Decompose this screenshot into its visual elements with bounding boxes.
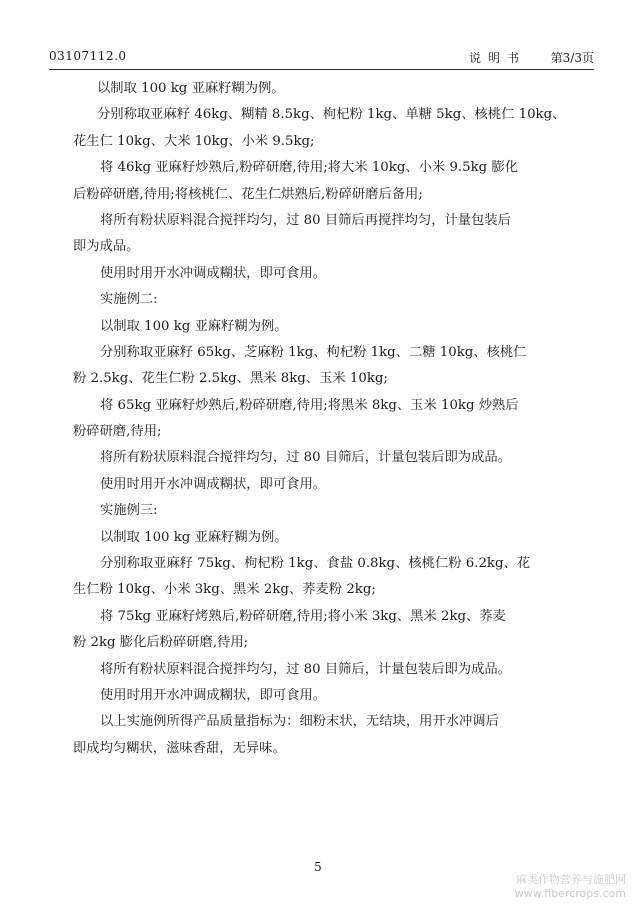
text-line: 将所有粉状原料混合搅拌均匀，过 80 目筛后再搅拌均匀，计量包装后: [100, 212, 511, 228]
text-line: 以上实施例所得产品质量指标为：细粉末状，无结块，用开水冲调后: [100, 714, 499, 730]
text-line: 花生仁 10kg、大米 10kg、小米 9.5kg;: [73, 133, 315, 149]
text-line: 实施例三:: [100, 503, 158, 519]
text-line: 将所有粉状原料混合搅拌均匀，过 80 目筛后，计量包装后即为成品。: [100, 450, 511, 466]
text-line: 实施例二:: [100, 292, 158, 308]
watermark-url: www.fibercrops.com: [514, 887, 626, 900]
watermark: [515, 873, 626, 901]
text-line: 分别称取亚麻籽 46kg、糊精 8.5kg、枸杞粉 1kg、单糖 5kg、核桃仁 10kg、: [97, 107, 566, 123]
page-info: 第3/3页: [550, 51, 594, 65]
text-line: 使用时用开水冲调成糊状，即可食用。: [100, 687, 327, 703]
text-line: 即成均匀糊状，滋味香甜，无异味。: [73, 740, 286, 756]
text-line: 将 65kg 亚麻籽炒熟后,粉碎研磨,待用;将黑米 8kg、玉米 10kg 炒熟后: [100, 397, 519, 413]
header-divider: [49, 69, 594, 70]
page-number: 5: [314, 860, 322, 874]
watermark-title: 麻类作物营养与施肥网: [516, 873, 626, 886]
page-header: [49, 47, 594, 67]
text-line: 将所有粉状原料混合搅拌均匀，过 80 目筛后，计量包装后即为成品。: [100, 661, 511, 677]
text-line: 分别称取亚麻籽 75kg、枸杞粉 1kg、食盐 0.8kg、核桃仁粉 6.2kg、花: [100, 556, 531, 572]
text-line: 将 75kg 亚麻籽烤熟后,粉碎研磨,待用;将小米 3kg、黑米 2kg、荞麦: [100, 608, 506, 624]
text-line: 后粉碎研磨,待用;将核桃仁、花生仁烘熟后,粉碎研磨后备用;: [73, 186, 423, 202]
text-line: 粉碎研磨,待用;: [73, 424, 162, 440]
text-line: 粉 2kg 膨化后粉碎研磨,待用;: [73, 635, 249, 651]
text-line: 将 46kg 亚麻籽炒熟后,粉碎研磨,待用;将大米 10kg、小米 9.5kg 膨化: [100, 160, 518, 176]
text-line: 使用时用开水冲调成糊状，即可食用。: [100, 265, 327, 281]
document-type: 说明书: [468, 51, 526, 65]
text-line: 以制取 100 kg 亚麻籽糊为例。: [97, 81, 285, 96]
text-line: 使用时用开水冲调成糊状，即可食用。: [100, 476, 327, 492]
body-text: [73, 76, 589, 762]
text-line: 以制取 100 kg 亚麻籽糊为例。: [100, 318, 288, 334]
text-line: 即为成品。: [73, 239, 140, 255]
text-line: 以制取 100 kg 亚麻籽糊为例。: [100, 529, 288, 545]
text-line: 粉 2.5kg、花生仁粉 2.5kg、黑米 8kg、玉米 10kg;: [73, 371, 388, 387]
text-line: 生仁粉 10kg、小米 3kg、黑米 2kg、荞麦粉 2kg;: [73, 582, 376, 598]
document-number: 03107112.0: [49, 49, 127, 63]
text-line: 分别称取亚麻籽 65kg、芝麻粉 1kg、枸杞粉 1kg、二糖 10kg、核桃仁: [100, 344, 527, 360]
